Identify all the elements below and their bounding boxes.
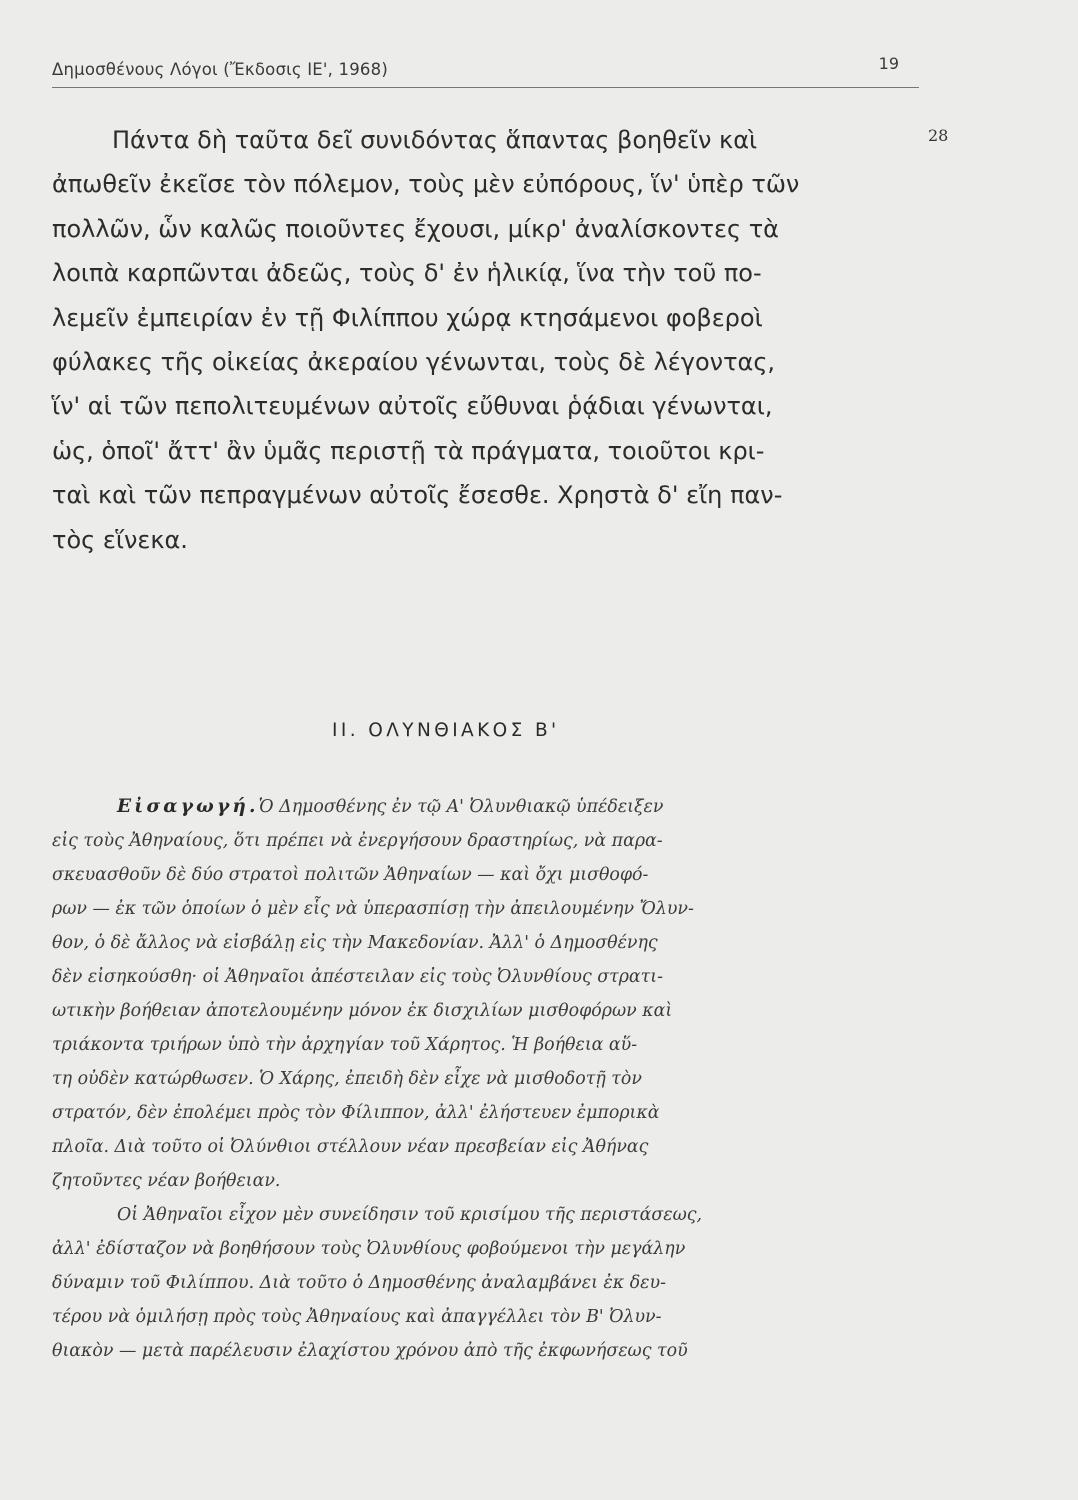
intro-line: πλοῖα. Διὰ τοῦτο οἱ Ὀλύνθιοι στέλλουν νέαν πρεσβείαν εἰς Ἀθήνας xyxy=(52,1137,649,1157)
intro-line: δύναμιν τοῦ Φιλίππου. Διὰ τοῦτο ὁ Δημοσθένης ἀναλαμβάνει ἐκ δευ- xyxy=(52,1273,666,1293)
intro-line-text: Ὁ Δημοσθένης ἐν τῷ Α' Ὀλυνθιακῷ ὑπέδειξεν xyxy=(258,797,664,817)
greek-line: λοιπὰ καρπῶνται ἀδεῶς, τοὺς δ' ἐν ἡλικίᾳ, ἵνα τὴν τοῦ πο- xyxy=(52,259,762,288)
intro-line: ρων — ἐκ τῶν ὁποίων ὁ μὲν εἷς νὰ ὑπερασπίσῃ τὴν ἀπειλουμένην Ὄλυν- xyxy=(52,899,694,919)
greek-line: ἀπωθεῖν ἐκεῖσε τὸν πόλεμον, τοὺς μὲν εὐπόρους, ἵν' ὑπὲρ τῶν xyxy=(52,170,800,199)
greek-line: πολλῶν, ὧν καλῶς ποιοῦντες ἔχουσι, μίκρ' ἀναλίσκοντες τὰ xyxy=(52,214,779,243)
page-number: 19 xyxy=(878,54,899,73)
greek-line: Πάντα δὴ ταῦτα δεῖ συνιδόντας ἅπαντας βοηθεῖν καὶ xyxy=(112,126,758,154)
greek-line: τὸς εἵνεκα. xyxy=(52,525,188,554)
running-title: Δημοσθένους Λόγοι (Ἔκδοσις ΙΕ', 1968) xyxy=(52,60,388,79)
intro-line: δὲν εἰσηκούσθη· οἱ Ἀθηναῖοι ἀπέστειλαν εἰς τοὺς Ὀλυνθίους στρατι- xyxy=(52,967,663,987)
introduction-label: Εἰσαγωγή. xyxy=(117,796,259,817)
intro-line: ἀλλ' ἐδίσταζον νὰ βοηθήσουν τοὺς Ὀλυνθίους φοβούμενοι τὴν μεγάλην xyxy=(52,1239,686,1259)
intro-line: τριάκοντα τριήρων ὑπὸ τὴν ἀρχηγίαν τοῦ Χάρητος. Ἡ βοήθεια αὕ- xyxy=(52,1035,638,1055)
running-header xyxy=(52,54,907,84)
greek-line: ταὶ καὶ τῶν πεπραγμένων αὐτοῖς ἔσεσθε. Χρηστὰ δ' εἴη παν- xyxy=(52,481,783,510)
intro-line: ωτικὴν βοήθειαν ἀποτελουμένην μόνον ἐκ δισχιλίων μισθοφόρων καὶ xyxy=(52,1001,673,1021)
intro-line: σκευασθοῦν δὲ δύο στρατοὶ πολιτῶν Ἀθηναίων — καὶ ὄχι μισθοφό- xyxy=(52,865,649,885)
introduction-text xyxy=(52,790,922,1368)
greek-line: ὡς, ὁποῖ' ἄττ' ἂν ὑμᾶς περιστῇ τὰ πράγματα, τοιοῦτοι κρι- xyxy=(52,436,765,465)
intro-line: θον, ὁ δὲ ἄλλος νὰ εἰσβάλῃ εἰς τὴν Μακεδονίαν. Ἀλλ' ὁ Δημοσθένης xyxy=(52,933,658,953)
intro-line: θιακὸν — μετὰ παρέλευσιν ἐλαχίστου χρόνου ἀπὸ τῆς ἐκφωνήσεως τοῦ xyxy=(52,1341,688,1361)
section-heading: II. ΟΛΥΝΘΙΑΚΟΣ Β' xyxy=(332,720,560,741)
intro-line: στρατόν, δὲν ἐπολέμει πρὸς τὸν Φίλιππον, ἀλλ' ἐλήστευεν ἐμπορικὰ xyxy=(52,1103,660,1123)
greek-line: λεμεῖν ἐμπειρίαν ἐν τῇ Φιλίππου χώρᾳ κτησάμενοι φοβεροὶ xyxy=(52,303,763,332)
greek-line: ἵν' αἱ τῶν πεπολιτευμένων αὐτοῖς εὔθυναι ῥᾴδιαι γένωνται, xyxy=(52,392,773,421)
greek-source-text xyxy=(52,118,922,562)
intro-line: τη οὐδὲν κατώρθωσεν. Ὁ Χάρης, ἐπειδὴ δὲν εἶχε νὰ μισθοδοτῇ τὸν xyxy=(52,1069,642,1089)
intro-line: εἰς τοὺς Ἀθηναίους, ὅτι πρέπει νὰ ἐνεργήσουν δραστηρίως, νὰ παρα- xyxy=(52,831,663,851)
header-rule xyxy=(52,87,919,88)
intro-line: τέρου νὰ ὁμιλήσῃ πρὸς τοὺς Ἀθηναίους καὶ ἀπαγγέλλει τὸν Β' Ὀλυν- xyxy=(52,1307,662,1327)
margin-section-number: 28 xyxy=(928,126,949,145)
greek-line: φύλακες τῆς οἰκείας ἀκεραίου γένωνται, τοὺς δὲ λέγοντας, xyxy=(52,347,776,376)
intro-line xyxy=(52,790,922,824)
intro-line: Οἱ Ἀθηναῖοι εἶχον μὲν συνείδησιν τοῦ κρισίμου τῆς περιστάσεως, xyxy=(117,1205,703,1225)
intro-line: ζητοῦντες νέαν βοήθειαν. xyxy=(52,1171,281,1191)
